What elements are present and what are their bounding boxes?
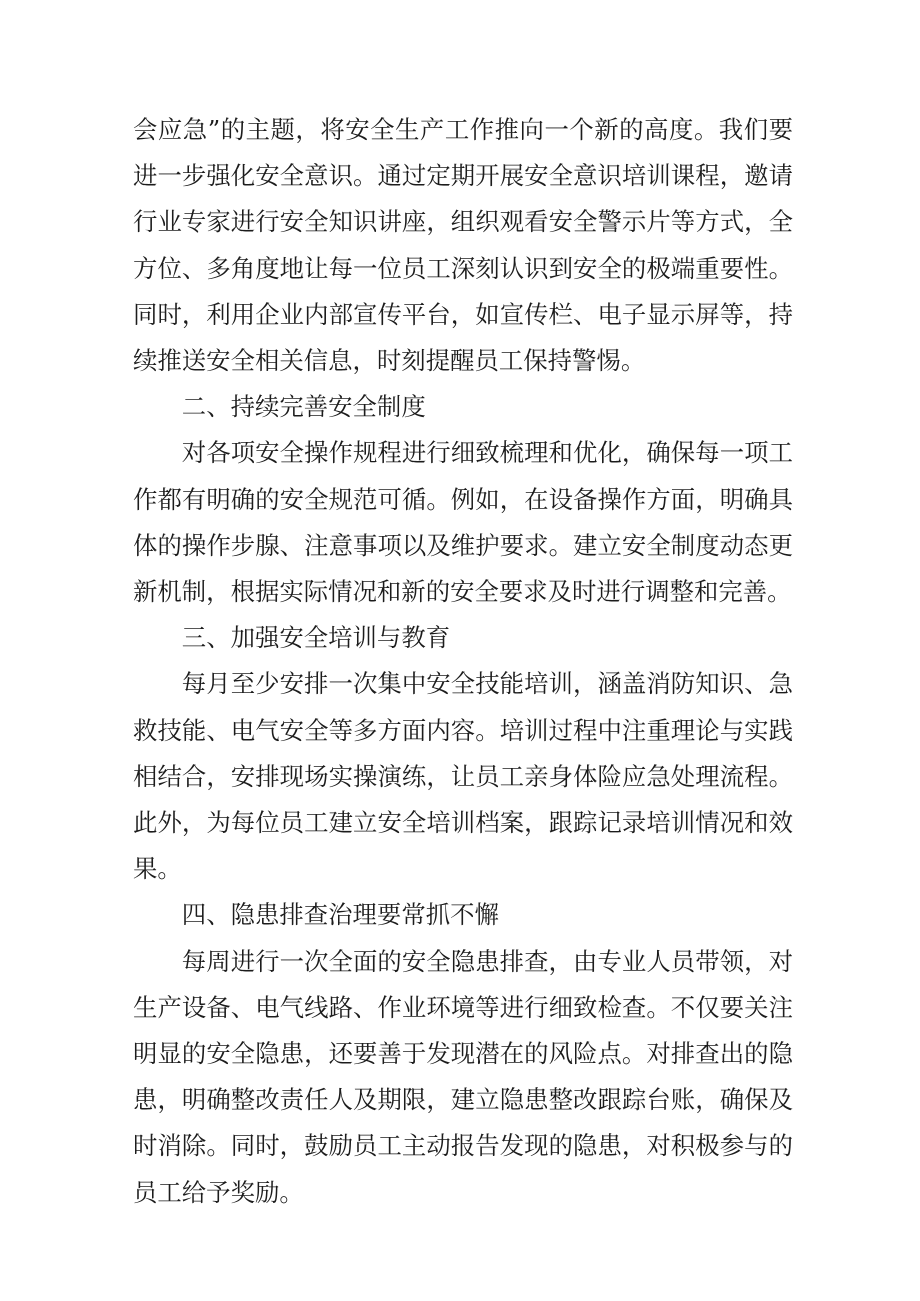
section-heading-3: 三、加强安全培训与教育 [181,623,451,653]
section-heading-2: 二、持续完善安全制度 [181,392,426,422]
paragraph-safety-training: 每月至少安排一次集中安全技能培训，涵盖消防知识、急救技能、电气安全等多方面内容。培训过程中注重理论与实践相结合，安排现场实操演练，让员工亲身体险应急处理流程。此外，为每位员工建立安全培训档案，跟踪记录培训情况和效果。 [133,669,793,884]
paragraph-hazard-inspection: 每周进行一次全面的安全隐患排查，由专业人员带领，对生产设备、电气线路、作业环境等进行细致检查。不仅要关注明显的安全隐患，还要善于发现潜在的风险点。对排查出的隐患，明确整改责任人及期限，建立隐患整改跟踪台账，确保及时消除。同时，鼓励员工主动报告发现的隐患，对积极参与的员工给予奖励。 [133,946,793,1207]
paragraph-safety-rules: 对各项安全操作规程进行细致梳理和优化，确保每一项工作都有明确的安全规范可循。例如，在设备操作方面，明确具体的操作步腺、注意事项以及维护要求。建立安全制度动态更新机制，根据实际情况和新的安全要求及时进行调整和完善。 [133,438,793,607]
paragraph-continued: 会应急”的主题，将安全生产工作推向一个新的高度。我们要进一步强化安全意识。通过定期开展安全意识培训课程，邀请行业专家进行安全知识讲座，组织观看安全警示片等方式，全方位、多角度地让每一位员工深刻认识到安全的极端重要性。同时，利用企业内部宣传平台，如宣传栏、电子显示屏等，持续推送安全相关信息，时刻提醒员工保持警惕。 [133,115,793,376]
section-heading-4: 四、隐患排查治理要常抓不懈 [181,900,499,930]
document-body [133,107,793,1216]
